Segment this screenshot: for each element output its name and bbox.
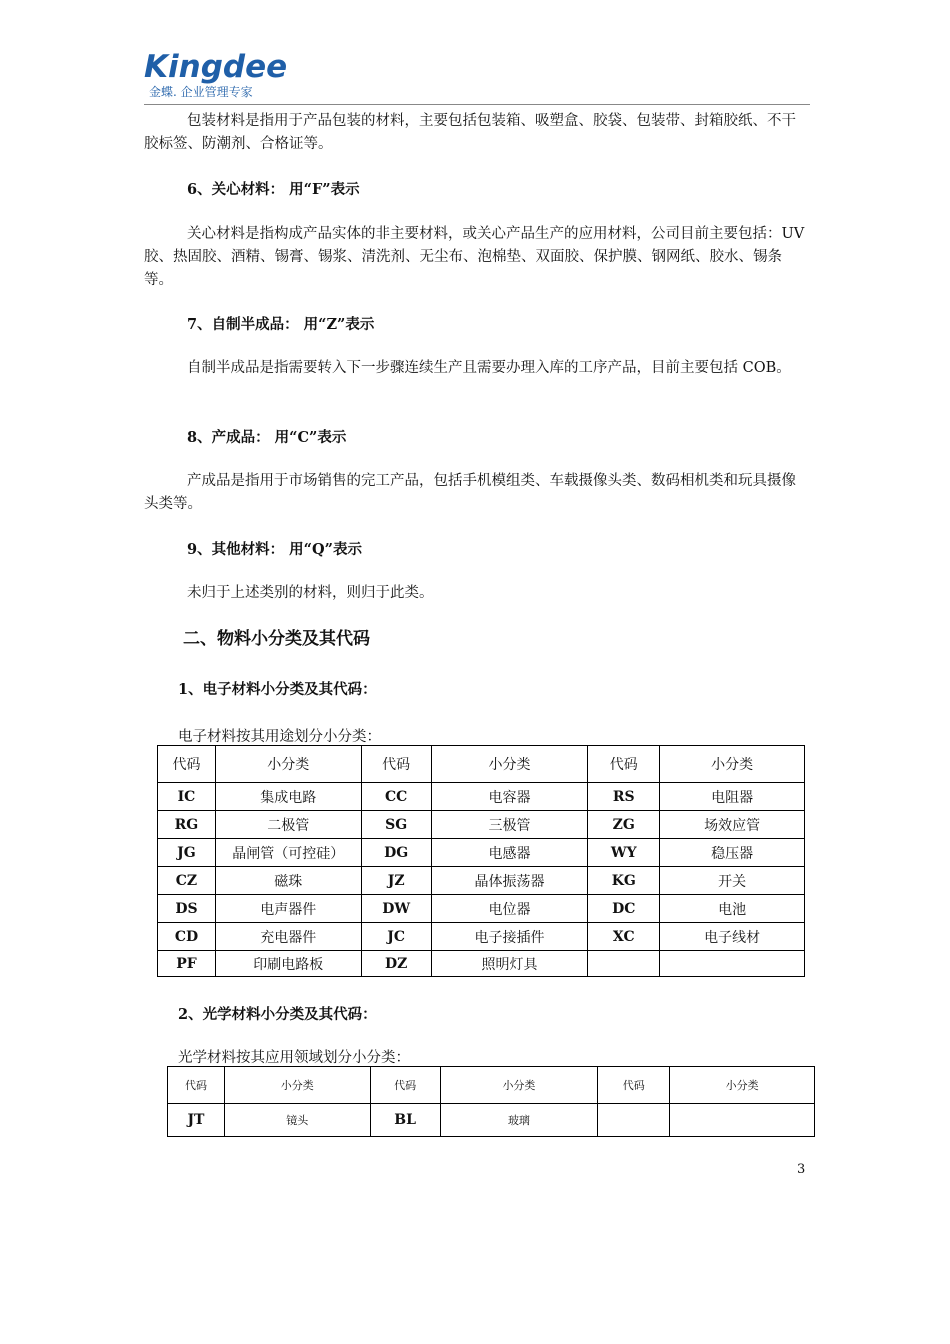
table-header-row — [158, 746, 805, 783]
cell-category: 稳压器 — [660, 839, 805, 867]
cell-code: DS — [158, 895, 216, 923]
cell-code: CC — [361, 783, 431, 811]
cell-code: JC — [361, 923, 431, 951]
cell-category: 电容器 — [431, 783, 588, 811]
cell-category: 照明灯具 — [431, 951, 588, 977]
cell-code: RG — [158, 811, 216, 839]
table-row — [158, 867, 805, 895]
cell-code: DW — [361, 895, 431, 923]
table-header-row — [168, 1067, 815, 1104]
paragraph-9: 未归于上述类别的材料，则归于此类。 — [187, 585, 434, 601]
header-code-1: 代码 — [168, 1067, 225, 1104]
table-row — [158, 895, 805, 923]
header-category-2: 小分类 — [440, 1067, 598, 1104]
cell-category — [660, 951, 805, 977]
cell-code — [588, 951, 660, 977]
cell-code: CZ — [158, 867, 216, 895]
cell-code: JZ — [361, 867, 431, 895]
cell-category: 开关 — [660, 867, 805, 895]
cell-category: 场效应管 — [660, 811, 805, 839]
table-row — [158, 923, 805, 951]
cell-code: JT — [168, 1104, 225, 1137]
table-row — [158, 783, 805, 811]
cell-category: 晶体振荡器 — [431, 867, 588, 895]
electronic-materials-table — [157, 745, 805, 977]
cell-category: 电感器 — [431, 839, 588, 867]
header-category-3: 小分类 — [660, 746, 805, 783]
header-divider — [144, 104, 810, 105]
cell-code: CD — [158, 923, 216, 951]
cell-code — [598, 1104, 670, 1137]
cell-category: 镜头 — [224, 1104, 370, 1137]
cell-category: 三极管 — [431, 811, 588, 839]
page-number: 3 — [797, 1162, 806, 1177]
subsection-1-title: 1、电子材料小分类及其代码： — [178, 681, 377, 698]
cell-category: 电子接插件 — [431, 923, 588, 951]
cell-code: DZ — [361, 951, 431, 977]
optical-materials-table — [167, 1066, 815, 1137]
header-category-1: 小分类 — [215, 746, 361, 783]
cell-category: 二极管 — [215, 811, 361, 839]
header-category-3: 小分类 — [670, 1067, 815, 1104]
cell-code: XC — [588, 923, 660, 951]
cell-code: RS — [588, 783, 660, 811]
table-row — [158, 811, 805, 839]
cell-code: DC — [588, 895, 660, 923]
cell-category: 晶闸管（可控硅） — [215, 839, 361, 867]
heading-7: 7、自制半成品： 用“Z”表示 — [187, 316, 375, 333]
header-code-2: 代码 — [361, 746, 431, 783]
logo-wordmark: Kingdee — [144, 49, 288, 85]
cell-code: IC — [158, 783, 216, 811]
header-category-2: 小分类 — [431, 746, 588, 783]
cell-code: BL — [370, 1104, 440, 1137]
subsection-2-title: 2、光学材料小分类及其代码： — [178, 1006, 377, 1023]
header-code-1: 代码 — [158, 746, 216, 783]
table-row — [158, 839, 805, 867]
subsection-1-intro: 电子材料按其用途划分小分类： — [178, 729, 381, 745]
paragraph-7: 自制半成品是指需要转入下一步骤连续生产且需要办理入库的工序产品，目前主要包括 COB。 — [187, 360, 791, 376]
cell-code: JG — [158, 839, 216, 867]
cell-category: 电位器 — [431, 895, 588, 923]
header-code-3: 代码 — [598, 1067, 670, 1104]
cell-category: 集成电路 — [215, 783, 361, 811]
heading-6: 6、关心材料： 用“F”表示 — [187, 181, 360, 198]
table-row — [168, 1104, 815, 1137]
cell-code: SG — [361, 811, 431, 839]
heading-9: 9、其他材料： 用“Q”表示 — [187, 541, 362, 558]
paragraph-8: 产成品是指用于市场销售的完工产品，包括手机模组类、车载摄像头类、数码相机类和玩具摄像头类等。 — [144, 473, 796, 512]
table-row — [158, 951, 805, 977]
cell-category: 充电器件 — [215, 923, 361, 951]
cell-category: 电池 — [660, 895, 805, 923]
cell-category: 电声器件 — [215, 895, 361, 923]
header-category-1: 小分类 — [224, 1067, 370, 1104]
paragraph-6: 关心材料是指构成产品实体的非主要材料，或关心产品生产的应用材料，公司目前主要包括：UV 胶、热固胶、酒精、锡膏、锡浆、清洗剂、无尘布、泡棉垫、双面胶、保护膜、钢网纸、胶水、锡条等。 — [144, 226, 805, 288]
logo-tagline: 金蝶. 企业管理专家 — [149, 85, 253, 99]
header-code-3: 代码 — [588, 746, 660, 783]
section-2-title: 二、物料小分类及其代码 — [183, 629, 370, 649]
cell-category — [670, 1104, 815, 1137]
cell-code: WY — [588, 839, 660, 867]
cell-code: PF — [158, 951, 216, 977]
cell-category: 玻璃 — [440, 1104, 598, 1137]
cell-category: 磁珠 — [215, 867, 361, 895]
cell-code: KG — [588, 867, 660, 895]
cell-category: 印刷电路板 — [215, 951, 361, 977]
cell-category: 电阻器 — [660, 783, 805, 811]
cell-category: 电子线材 — [660, 923, 805, 951]
heading-8: 8、产成品： 用“C”表示 — [187, 429, 347, 446]
header-code-2: 代码 — [370, 1067, 440, 1104]
kingdee-logo — [144, 50, 304, 100]
subsection-2-intro: 光学材料按其应用领域划分小分类： — [178, 1050, 410, 1066]
cell-code: ZG — [588, 811, 660, 839]
packaging-paragraph: 包装材料是指用于产品包装的材料，主要包括包装箱、吸塑盒、胶袋、包装带、封箱胶纸、不干胶标签、防潮剂、合格证等。 — [144, 113, 796, 152]
cell-code: DG — [361, 839, 431, 867]
